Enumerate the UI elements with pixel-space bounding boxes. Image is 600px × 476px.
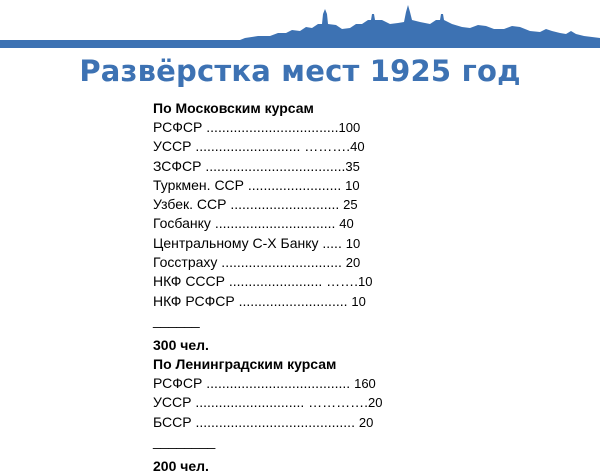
list-item (153, 393, 473, 412)
row-value: 20 (345, 255, 361, 271)
moscow-rows (153, 118, 473, 311)
moscow-total: 300 чел. (153, 336, 209, 353)
row-value: 20 (358, 414, 374, 430)
row-value: 100 (338, 120, 361, 135)
row-label: Туркмен. ССР ........................ (153, 176, 346, 193)
row-label: Госстраху ............................... (153, 254, 346, 271)
leningrad-total: 200 чел. (153, 457, 209, 474)
row-label: НКФ РСФСР ............................ (153, 292, 352, 309)
list-item (153, 118, 473, 137)
row-value: 35 (345, 158, 360, 174)
row-label: Узбек. ССР ............................ (153, 196, 344, 213)
row-label: ЗСФСР .................................... (153, 157, 346, 174)
row-value: 20 (368, 395, 383, 411)
list-item (153, 137, 473, 156)
row-label: УССР ........................... ………. (153, 138, 351, 155)
row-value: 40 (339, 216, 354, 232)
row-value: 10 (345, 235, 361, 251)
leningrad-rows (153, 374, 473, 432)
list-item (153, 374, 473, 393)
row-value: 40 (350, 139, 365, 155)
row-value: 10 (351, 293, 366, 309)
list-item (153, 157, 473, 176)
list-item (153, 195, 473, 214)
row-label: РСФСР ..................................... (153, 374, 355, 391)
allocation-list (153, 99, 473, 476)
row-label: НКФ СССР ........................ ……. (153, 273, 359, 290)
list-item (153, 234, 473, 253)
row-label: Центральному С-Х Банку ..... (153, 234, 346, 251)
row-value: 25 (343, 197, 358, 213)
list-item (153, 272, 473, 291)
list-item (153, 292, 473, 311)
skyline-banner (0, 0, 600, 56)
row-label: Госбанку ............................... (153, 215, 340, 232)
row-label: БССР ......................................... (153, 413, 359, 430)
leningrad-heading: По Ленинградским курсам (153, 355, 337, 372)
list-item (153, 253, 473, 272)
list-item (153, 176, 473, 195)
list-item (153, 413, 473, 432)
row-label: РСФСР .................................. (153, 119, 339, 135)
row-value: 10 (358, 274, 373, 290)
slide-title: Развёрстка мест 1925 год (79, 54, 521, 88)
leningrad-total-rule: ________ (153, 432, 216, 449)
row-value: 10 (345, 177, 360, 193)
list-item (153, 214, 473, 233)
row-label: УССР ............................ …………. (153, 394, 369, 411)
row-value: 160 (354, 375, 376, 391)
moscow-total-rule: ______ (153, 311, 200, 328)
moscow-heading: По Московским курсам (153, 100, 314, 116)
